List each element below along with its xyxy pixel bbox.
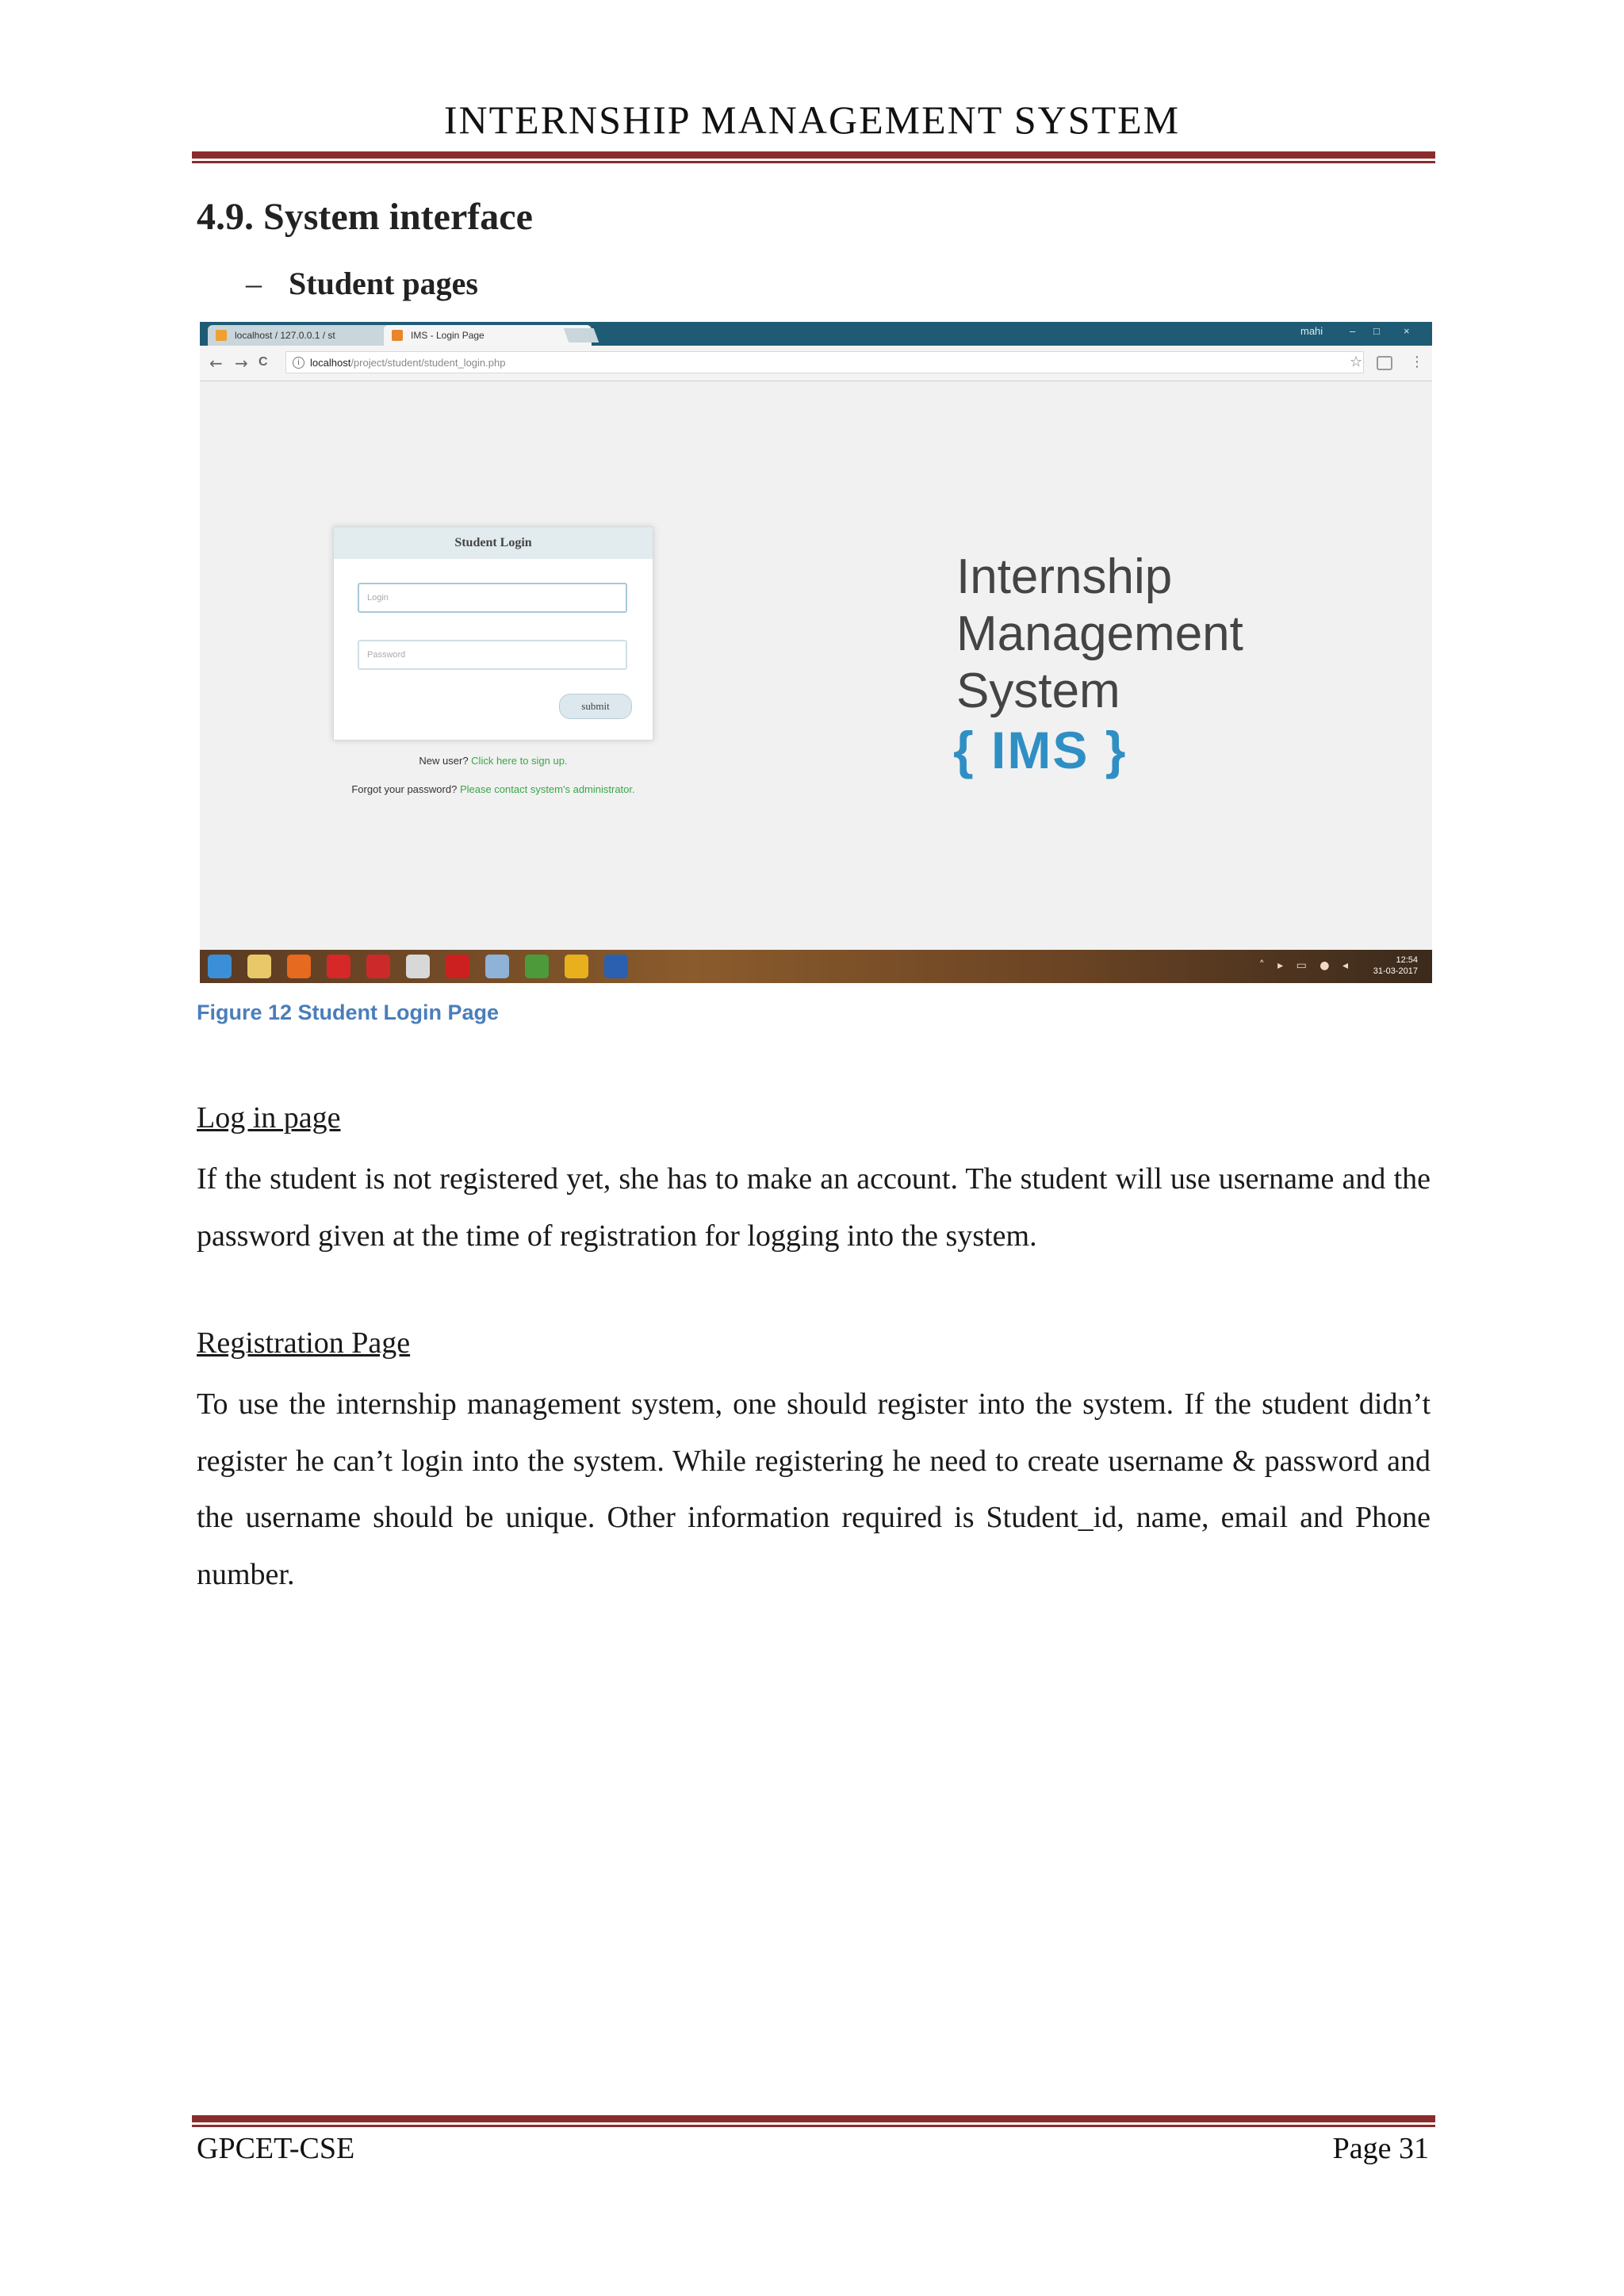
header-rule-thick (192, 151, 1435, 159)
close-window-button[interactable]: × (1404, 325, 1410, 337)
ims-title-line-3: System (956, 664, 1120, 718)
file-explorer-icon[interactable] (247, 955, 271, 978)
tab-favicon-icon (216, 330, 227, 341)
footer-department: GPCET-CSE (197, 2132, 355, 2165)
login-input[interactable]: Login (358, 583, 627, 613)
figure-caption: Figure 12 Student Login Page (197, 1001, 500, 1024)
firefox-icon[interactable] (287, 955, 311, 978)
package-icon[interactable] (485, 955, 509, 978)
info-icon[interactable]: i (293, 357, 304, 369)
calendar-icon[interactable] (327, 955, 350, 978)
ims-title-line-1: Internship (956, 549, 1173, 604)
forgot-password-line (279, 783, 707, 795)
contact-admin-link[interactable]: Please contact system's administrator. (459, 783, 635, 795)
browser-tab-phpmyadmin[interactable] (208, 325, 409, 346)
clock-time: 12:54 (1396, 955, 1418, 965)
subheading (246, 265, 478, 302)
registration-section-text: To use the internship management system, one should register into the system. If the student didn’t register he can’t login into the system. While registering he need to create username & password and the username should be unique. Other information required is Student_id, name, email and Phone number. (197, 1387, 1431, 1591)
browser-menu-icon[interactable]: ⋮ (1410, 354, 1424, 370)
minimize-button[interactable]: – (1350, 325, 1356, 337)
reload-icon[interactable]: C (259, 355, 268, 369)
forward-arrow-icon[interactable]: → (235, 354, 248, 373)
student-login-card (333, 526, 653, 740)
profile-button[interactable]: mahi (1300, 325, 1323, 337)
browser-tab-ims-login[interactable] (384, 325, 592, 346)
login-section-text: If the student is not registered yet, she has to make an account. The student will use username and the password given at the time of registration for logging into the system. (197, 1162, 1431, 1253)
login-section-heading: Log in page (197, 1101, 341, 1135)
extension-icon[interactable] (1377, 356, 1392, 370)
taskbar-clock[interactable] (1373, 955, 1418, 977)
ims-title-line-2: Management (956, 607, 1243, 661)
registration-section-heading: Registration Page (197, 1326, 411, 1360)
header-rule-thin (192, 161, 1435, 163)
signup-link[interactable]: Click here to sign up. (471, 755, 568, 767)
new-tab-button[interactable] (564, 328, 599, 342)
ims-badge: { IMS } (953, 721, 1128, 779)
login-card-title: Student Login (334, 527, 653, 559)
tab-favicon-icon (392, 330, 403, 341)
url-input[interactable] (285, 351, 1364, 373)
url-path: /project/student/student_login.php (350, 357, 506, 369)
pdf-icon[interactable] (446, 955, 469, 978)
login-page-screenshot (200, 322, 1432, 983)
tab-label: IMS - Login Page (411, 330, 485, 341)
maximize-button[interactable]: □ (1373, 325, 1380, 337)
document-icon[interactable] (406, 955, 430, 978)
page-header-title: INTERNSHIP MANAGEMENT SYSTEM (443, 98, 1181, 142)
browser-tab-bar (200, 322, 1432, 346)
spreadsheet-icon[interactable] (525, 955, 549, 978)
footer-rule-thick (192, 2115, 1435, 2122)
bookmark-star-icon[interactable]: ☆ (1350, 354, 1363, 370)
submit-button[interactable]: submit (559, 694, 632, 719)
opera-icon[interactable] (366, 955, 390, 978)
system-tray-icons[interactable]: ˄ ▸ ▭ ● ◂ (1258, 959, 1353, 972)
browser-address-bar (200, 346, 1432, 381)
signup-line (279, 755, 707, 767)
chrome-icon[interactable] (565, 955, 588, 978)
url-host: localhost (310, 357, 351, 369)
windows-taskbar (200, 950, 1432, 983)
clock-date: 31-03-2017 (1373, 966, 1418, 976)
password-input[interactable]: Password (358, 640, 627, 670)
subheading-dash: – (246, 266, 262, 301)
windows-icon[interactable] (208, 955, 232, 978)
new-user-text: New user? (419, 755, 469, 767)
tab-label: localhost / 127.0.0.1 / st (235, 330, 335, 341)
word-icon[interactable] (604, 955, 628, 978)
footer-page-number: Page 31 (1332, 2132, 1429, 2165)
ims-title (956, 549, 1243, 720)
subheading-text: Student pages (289, 266, 478, 301)
back-arrow-icon[interactable]: ← (209, 354, 223, 373)
footer-rule-thin (192, 2125, 1435, 2127)
section-heading: 4.9. System interface (197, 196, 533, 238)
forgot-password-text: Forgot your password? (351, 783, 458, 795)
